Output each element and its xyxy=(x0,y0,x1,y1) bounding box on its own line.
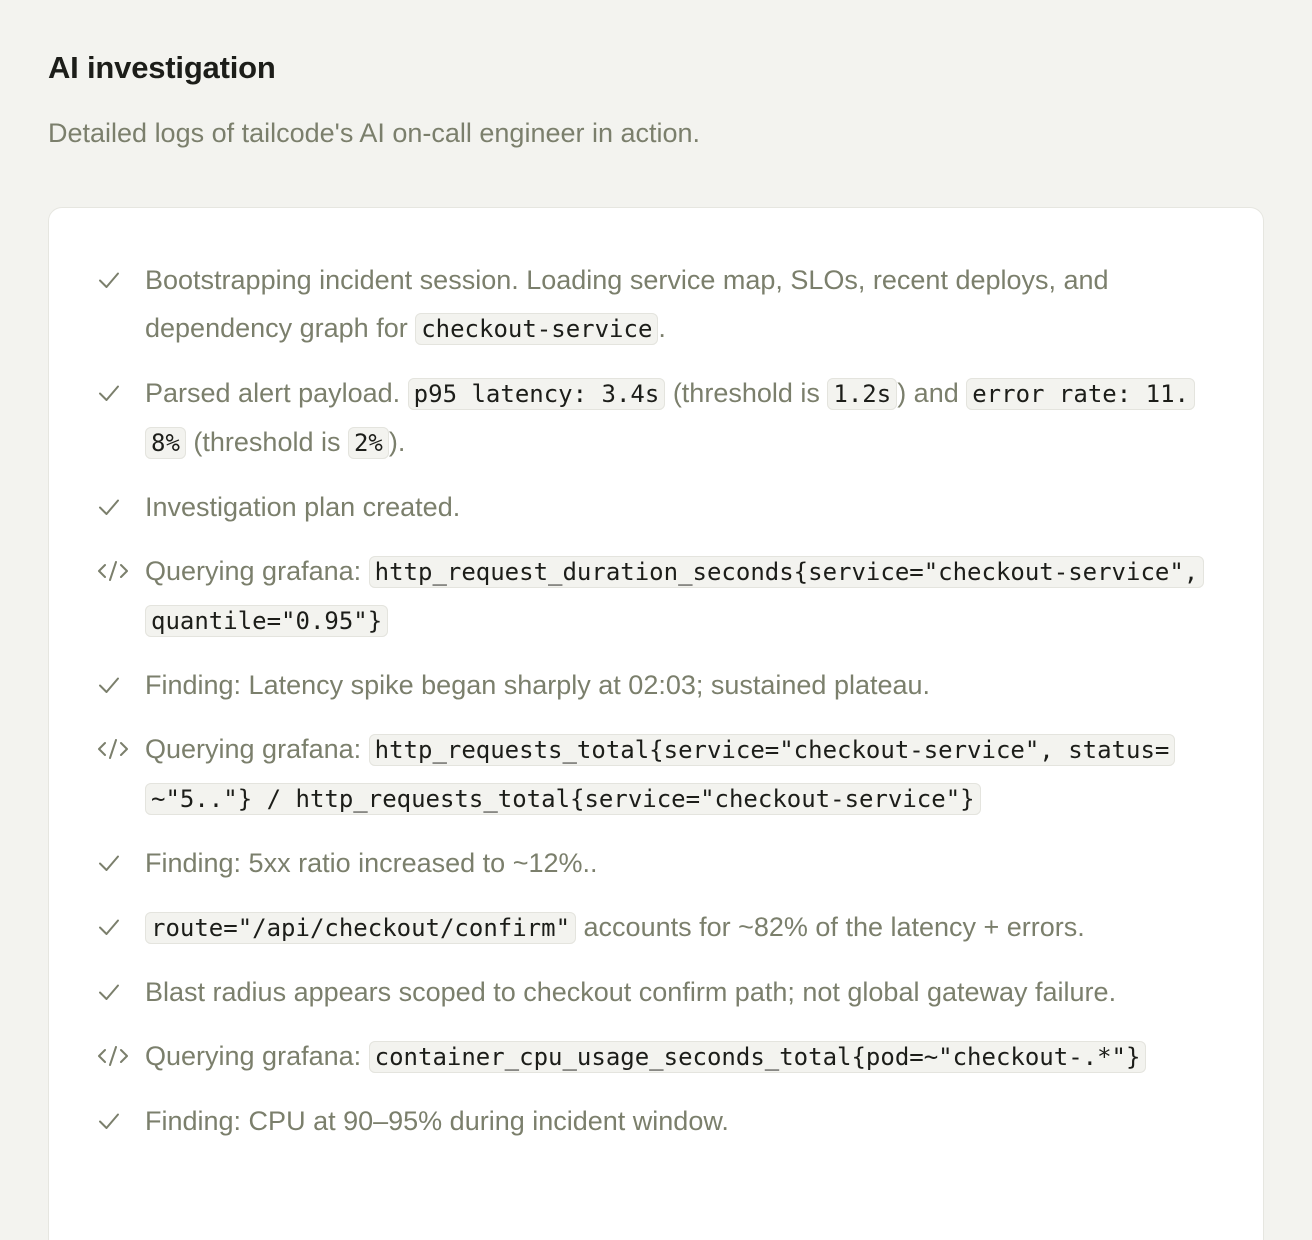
step-text: accounts for ~82% of the latency + errors. xyxy=(576,912,1085,942)
log-step xyxy=(97,1097,1217,1145)
check-icon xyxy=(97,256,133,304)
code-snippet: route="/api/checkout/confirm" xyxy=(145,912,576,944)
page-subtitle: Detailed logs of tailcode's AI on-call engineer in action. xyxy=(48,118,701,148)
check-icon xyxy=(97,903,133,951)
step-text: ). xyxy=(388,427,406,457)
step-text: Finding: Latency spike began sharply at 02:03; sustained plateau. xyxy=(145,670,931,700)
page-title: AI investigation xyxy=(48,50,276,85)
check-icon xyxy=(97,483,133,531)
step-text: Finding: CPU at 90–95% during incident window. xyxy=(145,1106,729,1136)
log-step xyxy=(97,661,1217,709)
check-icon xyxy=(97,369,133,417)
check-icon xyxy=(97,839,133,887)
code-snippet: http_request_duration_seconds{service="checkout-service", quantile="0.95"} xyxy=(145,556,1204,637)
code-snippet: checkout-service xyxy=(415,313,658,345)
step-text: Parsed alert payload. xyxy=(145,378,408,408)
step-text: Finding: 5xx ratio increased to ~12%.. xyxy=(145,848,598,878)
log-step xyxy=(97,483,1217,531)
investigation-steps xyxy=(97,256,1217,1161)
code-snippet: http_requests_total{service="checkout-service", status=~"5.."} / http_requests_total{service="checkout-service"} xyxy=(145,734,1175,815)
step-text: Querying grafana: xyxy=(145,734,369,764)
investigation-log-card xyxy=(48,207,1264,1240)
step-text: Querying grafana: xyxy=(145,1041,369,1071)
step-text: (threshold is xyxy=(185,427,348,457)
code-snippet: 2% xyxy=(348,427,389,459)
log-step xyxy=(97,903,1217,952)
code-snippet: p95 latency: 3.4s xyxy=(408,378,666,410)
code-snippet: error rate: 11.8% xyxy=(145,378,1195,459)
log-step xyxy=(97,256,1217,353)
log-step xyxy=(97,547,1217,645)
step-text: Bootstrapping incident session. Loading service map, SLOs, recent deploys, and dependency graph for xyxy=(145,265,1109,343)
step-text: Investigation plan created. xyxy=(145,492,461,522)
check-icon xyxy=(97,1097,133,1145)
log-step xyxy=(97,1032,1217,1081)
log-step xyxy=(97,725,1217,823)
step-text: Blast radius appears scoped to checkout confirm path; not global gateway failure. xyxy=(145,977,1117,1007)
step-text: Querying grafana: xyxy=(145,556,369,586)
code-snippet: 1.2s xyxy=(827,378,897,410)
code-icon xyxy=(97,547,133,595)
log-step xyxy=(97,369,1217,467)
code-icon xyxy=(97,725,133,773)
check-icon xyxy=(97,968,133,1016)
log-step xyxy=(97,968,1217,1016)
log-step xyxy=(97,839,1217,887)
code-icon xyxy=(97,1032,133,1080)
step-text: ) and xyxy=(897,378,967,408)
step-text: (threshold is xyxy=(665,378,828,408)
step-text: . xyxy=(658,313,666,343)
check-icon xyxy=(97,661,133,709)
code-snippet: container_cpu_usage_seconds_total{pod=~"checkout-.*"} xyxy=(369,1041,1147,1073)
